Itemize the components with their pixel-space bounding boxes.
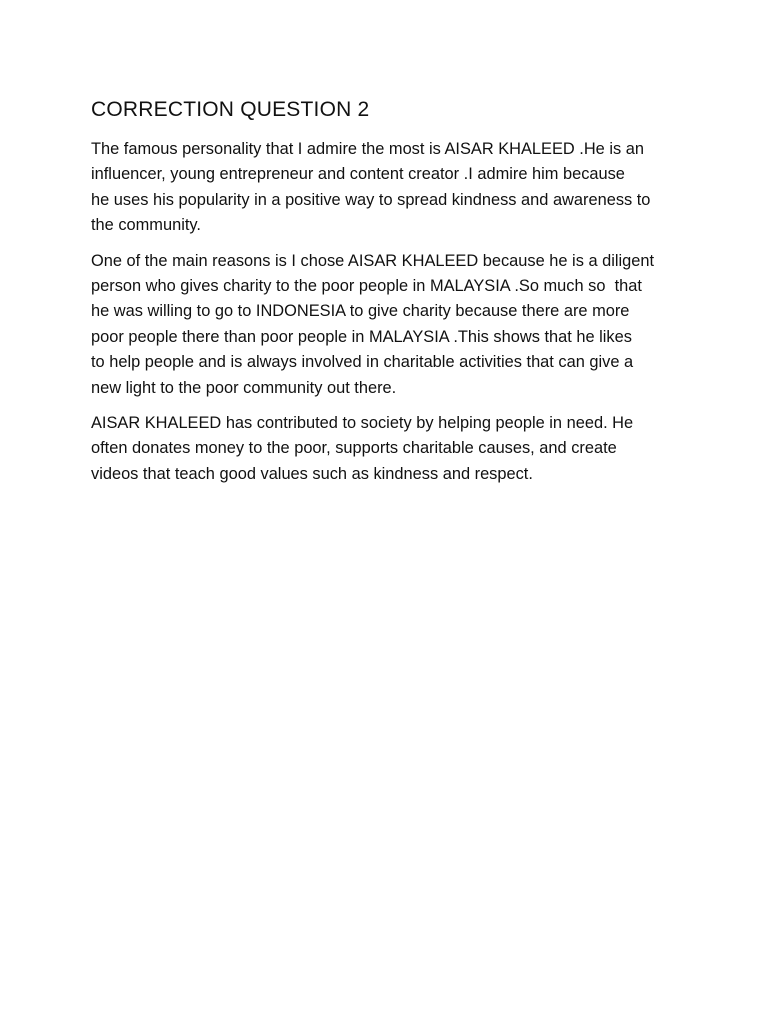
paragraph-contribution: [91, 411, 681, 487]
text-line: new light to the poor community out there.: [91, 378, 397, 397]
text-line: AISAR KHALEED has contributed to society by helping people in need. He: [91, 414, 634, 433]
document-body: [91, 96, 681, 497]
text-line: poor people there than poor people in MALAYSIA .This shows that he likes: [91, 327, 632, 346]
text-line: One of the main reasons is I chose AISAR KHALEED because he is a diligent: [91, 251, 655, 270]
paragraph-intro: [91, 137, 681, 239]
text-line: to help people and is always involved in charitable activities that can give a: [91, 353, 634, 372]
document-title: CORRECTION QUESTION 2: [91, 98, 370, 121]
text-line: he was willing to go to INDONESIA to give charity because there are more: [91, 302, 630, 321]
text-line: the community.: [91, 216, 201, 235]
text-line: videos that teach good values such as kindness and respect.: [91, 464, 533, 483]
text-line: influencer, young entrepreneur and content creator .I admire him because: [91, 165, 625, 184]
text-line: person who gives charity to the poor people in MALAYSIA .So much so that: [91, 277, 642, 296]
text-line: The famous personality that I admire the most is AISAR KHALEED .He is an: [91, 140, 644, 158]
text-line: often donates money to the poor, supports charitable causes, and create: [91, 439, 617, 458]
text-line: he uses his popularity in a positive way to spread kindness and awareness to: [91, 190, 651, 209]
paragraph-reasons: [91, 249, 681, 401]
